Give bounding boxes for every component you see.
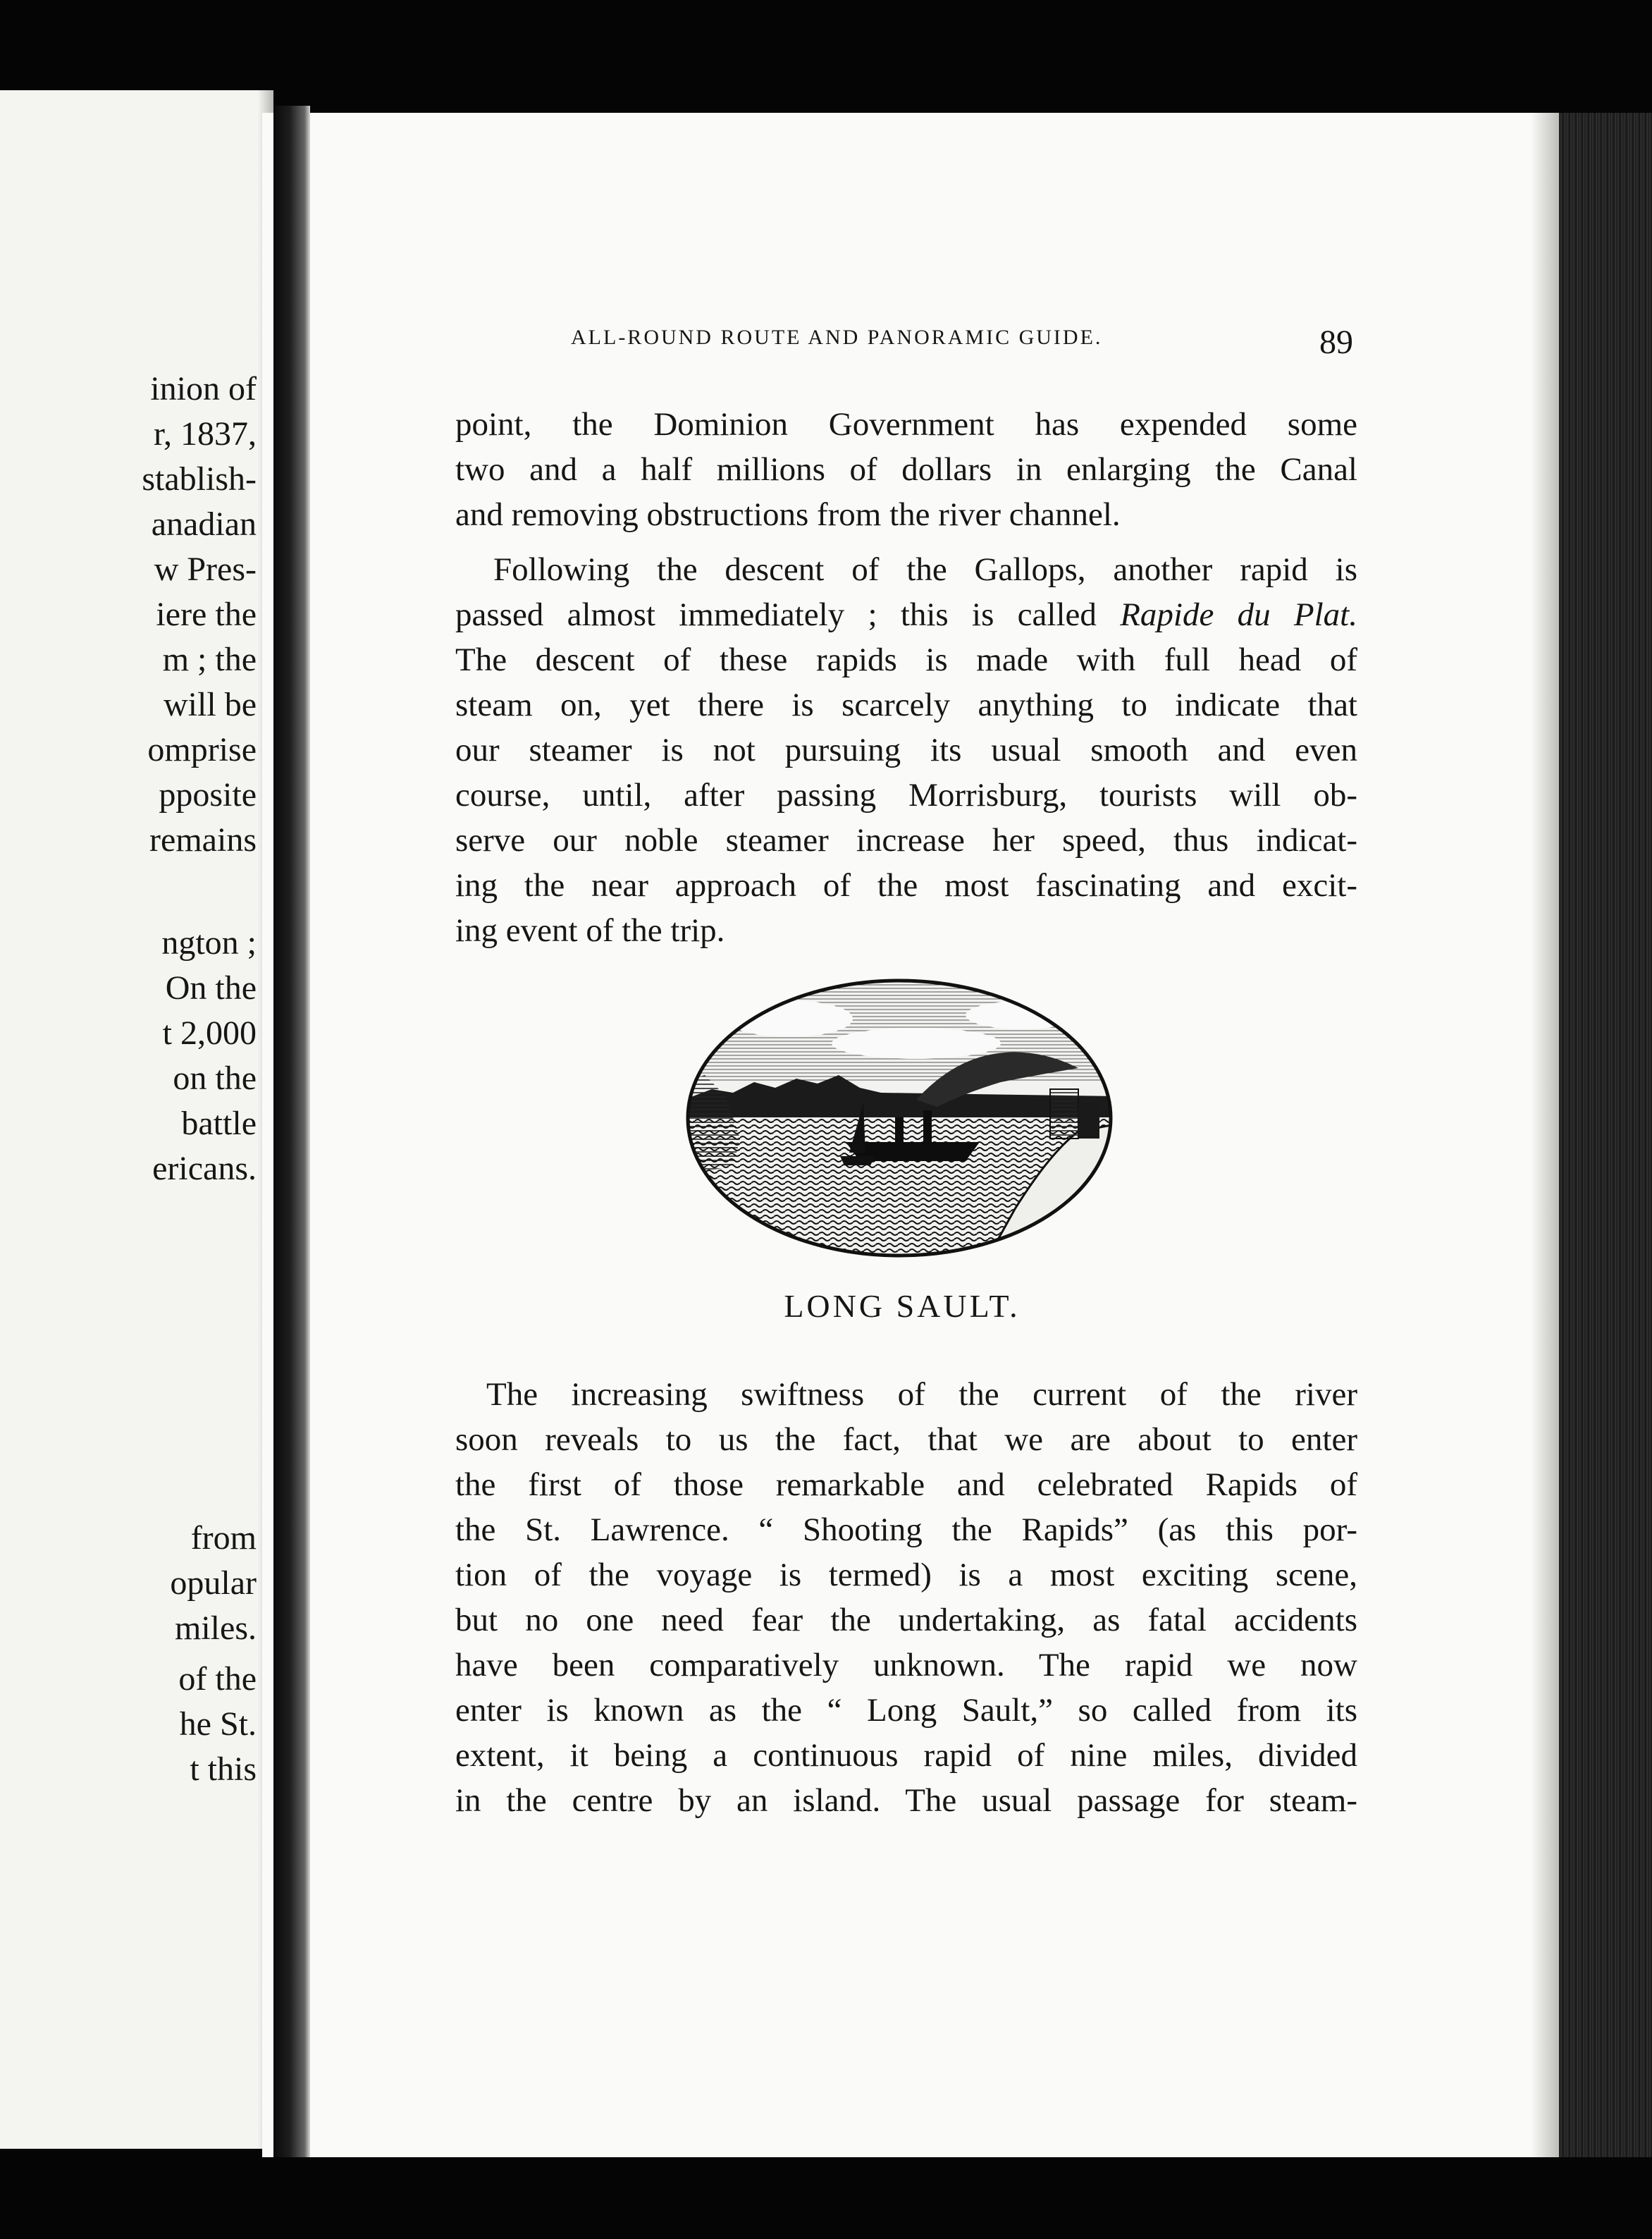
left-page-line: w Pres- — [154, 551, 257, 588]
left-page-line: t this — [190, 1750, 257, 1788]
left-page-line: of the — [178, 1660, 257, 1698]
paragraph-text: passed almost immediately ; this is called — [455, 596, 1097, 633]
paragraph-line: soon reveals to us the fact, that we are about to enter — [455, 1421, 1357, 1458]
left-page-line: from — [190, 1519, 257, 1557]
italic-place-name: Rapide du Plat. — [1120, 596, 1357, 633]
left-page-line: t 2,000 — [162, 1014, 257, 1052]
paragraph-line: two and a half millions of dollars in enlarging the Canal — [455, 451, 1357, 488]
left-page-line: he St. — [179, 1705, 257, 1743]
left-facing-page — [0, 90, 273, 2149]
paragraph-line: ing event of the trip. — [455, 912, 725, 949]
left-page-line: omprise — [147, 731, 257, 768]
left-page-line: on the — [173, 1060, 257, 1097]
paragraph-line: The descent of these rapids is made with full head of — [455, 642, 1357, 678]
book-binding — [273, 106, 310, 2157]
long-sault-engraving — [684, 976, 1115, 1260]
running-head: ALL-ROUND ROUTE AND PANORAMIC GUIDE. — [571, 326, 1103, 349]
paragraph-line: ing the near approach of the most fascinating and excit- — [455, 867, 1357, 904]
paragraph-line: steam on, yet there is scarcely anything to indicate that — [455, 687, 1357, 723]
left-page-line: will be — [164, 686, 257, 723]
paragraph-line: The increasing swiftness of the current of the river — [486, 1376, 1357, 1413]
paragraph-line: enter is known as the “ Long Sault,” so called from its — [455, 1692, 1357, 1729]
page-edge-shadow — [1531, 113, 1559, 2157]
left-page-line: battle — [181, 1105, 257, 1142]
left-page-line: anadian — [151, 505, 257, 543]
paragraph-line — [455, 592, 1357, 637]
left-page-line: iere the — [156, 596, 257, 633]
paragraph-line: extent, it being a continuous rapid of nine miles, divided — [455, 1737, 1357, 1774]
paragraph-line: our steamer is not pursuing its usual smooth and even — [455, 732, 1357, 768]
left-page-line: pposite — [159, 776, 257, 814]
left-page-line: ericans. — [152, 1150, 257, 1187]
paragraph-line: in the centre by an island. The usual passage for steam- — [455, 1782, 1357, 1819]
paragraph-line: course, until, after passing Morrisburg, tourists will ob- — [455, 777, 1357, 814]
paragraph-line: serve our noble steamer increase her speed, thus indicat- — [455, 822, 1357, 859]
paragraph-line: the St. Lawrence. “ Shooting the Rapids” (as this por- — [455, 1511, 1357, 1548]
left-page-line: stablish- — [142, 460, 257, 498]
left-page-line: r, 1837, — [153, 415, 257, 453]
left-page-line: inion of — [150, 370, 257, 407]
left-page-line: opular — [170, 1564, 257, 1602]
paragraph-line: the first of those remarkable and celebrated Rapids of — [455, 1466, 1357, 1503]
left-page-line: m ; the — [162, 641, 257, 678]
page-number: 89 — [1319, 324, 1353, 361]
left-page-line: miles. — [175, 1609, 257, 1647]
paragraph-line: have been comparatively unknown. The rapid we now — [455, 1647, 1357, 1683]
paragraph-line: but no one need fear the undertaking, as fatal accidents — [455, 1602, 1357, 1638]
book-page-edges — [1559, 113, 1652, 2157]
paragraph-line: point, the Dominion Government has expended some — [455, 406, 1357, 443]
paragraph-line: tion of the voyage is termed) is a most exciting scene, — [455, 1557, 1357, 1593]
paragraph-line: Following the descent of the Gallops, another rapid is — [493, 551, 1357, 588]
left-page-line: ngton ; — [161, 924, 257, 962]
left-page-line: On the — [165, 969, 257, 1007]
illustration-caption: LONG SAULT. — [784, 1288, 1021, 1324]
left-page-line: remains — [149, 821, 257, 859]
paragraph-line: and removing obstructions from the river channel. — [455, 496, 1121, 533]
